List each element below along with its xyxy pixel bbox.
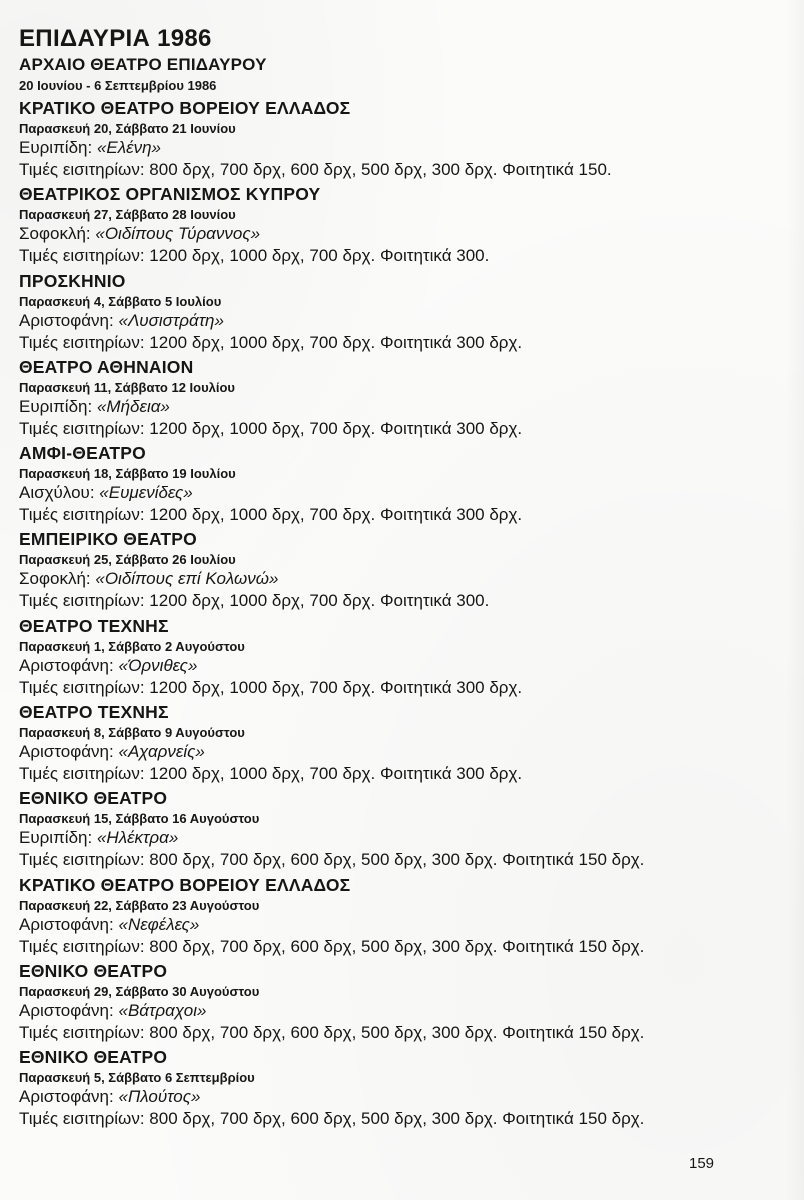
performance-dates: Παρασκευή 15, Σάββατο 16 Αυγούστου	[19, 811, 260, 827]
event-entry	[19, 959, 779, 1045]
playwright: Αριστοφάνη:	[19, 310, 114, 330]
event-entry	[19, 441, 779, 527]
play-title: «Όρνιθες»	[118, 655, 198, 675]
performance-dates: Παρασκευή 18, Σάββατο 19 Ιουλίου	[19, 466, 236, 482]
performance-dates: Παρασκευή 1, Σάββατο 2 Αυγούστου	[19, 638, 245, 654]
play-line	[19, 568, 779, 590]
event-entry	[19, 355, 779, 441]
play-title: «Βάτραχοι»	[118, 1000, 207, 1020]
play-line	[19, 310, 779, 332]
play-line	[19, 1086, 779, 1108]
playwright: Αριστοφάνη:	[19, 1000, 114, 1020]
theatre-company: ΕΜΠΕΙΡΙΚΟ ΘΕΑΤΡΟ	[19, 529, 197, 550]
theatre-company: ΑΜΦΙ-ΘΕΑΤΡΟ	[19, 443, 146, 464]
play-title: «Πλούτος»	[118, 1087, 201, 1107]
performance-dates: Παρασκευή 4, Σάββατο 5 Ιουλίου	[19, 293, 222, 309]
play-line	[19, 741, 779, 763]
document-title: ΕΠΙΔΑΥΡΙΑ 1986	[19, 25, 212, 52]
ticket-prices: Τιμές εισιτηρίων: 1200 δρχ, 1000 δρχ, 700 δρχ. Φοιτητικά 300 δρχ.	[19, 764, 523, 784]
play-line	[19, 223, 779, 245]
event-entry	[19, 614, 779, 700]
ticket-prices: Τιμές εισιτηρίων: 1200 δρχ, 1000 δρχ, 700 δρχ. Φοιτητικά 300.	[19, 246, 490, 266]
festival-date-range: 20 Ιουνίου - 6 Σεπτεμβρίου 1986	[19, 78, 217, 93]
ticket-prices: Τιμές εισιτηρίων: 800 δρχ, 700 δρχ, 600 δρχ, 500 δρχ, 300 δρχ. Φοιτητικά 150 δρχ.	[19, 1109, 645, 1129]
event-entry	[19, 786, 779, 872]
playwright: Ευριπίδη:	[19, 828, 93, 848]
play-title: «Ηλέκτρα»	[96, 828, 179, 848]
playwright: Αριστοφάνη:	[19, 1087, 114, 1107]
playwright: Αριστοφάνη:	[19, 655, 114, 675]
play-title: «Ελένη»	[96, 138, 161, 157]
theatre-company: ΕΘΝΙΚΟ ΘΕΑΤΡΟ	[19, 960, 168, 981]
performance-dates: Παρασκευή 22, Σάββατο 23 Αυγούστου	[19, 897, 260, 913]
play-line	[19, 137, 779, 159]
playwright: Σοφοκλή:	[19, 569, 91, 589]
theatre-company: ΘΕΑΤΡΟ ΤΕΧΝΗΣ	[19, 702, 169, 723]
performance-dates: Παρασκευή 11, Σάββατο 12 Ιουλίου	[19, 379, 235, 395]
performance-dates: Παρασκευή 20, Σάββατο 21 Ιουνίου	[19, 121, 236, 136]
play-line	[19, 655, 779, 677]
document-page	[19, 26, 779, 1132]
play-line	[19, 396, 779, 418]
theatre-company: ΘΕΑΤΡΟ ΑΘΗΝΑΙΟΝ	[19, 356, 194, 377]
playwright: Ευριπίδη:	[19, 396, 93, 416]
performance-dates: Παρασκευή 29, Σάββατο 30 Αυγούστου	[19, 983, 260, 999]
theatre-company: ΕΘΝΙΚΟ ΘΕΑΤΡΟ	[19, 788, 168, 809]
theatre-company: ΚΡΑΤΙΚΟ ΘΕΑΤΡΟ ΒΟΡΕΙΟΥ ΕΛΛΑΔΟΣ	[19, 874, 351, 895]
performance-dates: Παρασκευή 27, Σάββατο 28 Ιουνίου	[19, 207, 236, 223]
ticket-prices: Τιμές εισιτηρίων: 800 δρχ, 700 δρχ, 600 δρχ, 500 δρχ, 300 δρχ. Φοιτητικά 150 δρχ.	[19, 1022, 645, 1042]
playwright: Σοφοκλή:	[19, 224, 91, 244]
event-entry	[19, 182, 779, 268]
play-title: «Μήδεια»	[96, 396, 170, 416]
theatre-company: ΕΘΝΙΚΟ ΘΕΑΤΡΟ	[19, 1047, 168, 1068]
play-title: «Οιδίπους επί Κολωνώ»	[95, 569, 279, 589]
ticket-prices: Τιμές εισιτηρίων: 1200 δρχ, 1000 δρχ, 700 δρχ. Φοιτητικά 300 δρχ.	[19, 505, 523, 525]
ticket-prices: Τιμές εισιτηρίων: 1200 δρχ, 1000 δρχ, 700 δρχ. Φοιτητικά 300 δρχ.	[19, 332, 523, 352]
performance-dates: Παρασκευή 25, Σάββατο 26 Ιουλίου	[19, 552, 236, 568]
scan-shadow	[786, 0, 804, 1200]
play-title: «Λυσιστράτη»	[118, 310, 224, 330]
theatre-company: ΚΡΑΤΙΚΟ ΘΕΑΤΡΟ ΒΟΡΕΙΟΥ ΕΛΛΑΔΟΣ	[19, 98, 351, 118]
play-title: «Νεφέλες»	[118, 914, 200, 934]
event-entry	[19, 1045, 779, 1131]
play-title: «Οιδίπους Τύραννος»	[95, 224, 261, 244]
ticket-prices: Τιμές εισιτηρίων: 800 δρχ, 700 δρχ, 600 δρχ, 500 δρχ, 300 δρχ. Φοιτητικά 150.	[19, 160, 612, 179]
event-entry	[19, 96, 779, 182]
playwright: Ευριπίδη:	[19, 138, 93, 157]
page-number: 159	[689, 1155, 715, 1172]
ticket-prices: Τιμές εισιτηρίων: 1200 δρχ, 1000 δρχ, 700 δρχ. Φοιτητικά 300 δρχ.	[19, 418, 523, 438]
playwright: Αισχύλου:	[19, 483, 95, 503]
event-entry	[19, 527, 779, 613]
play-line	[19, 827, 779, 849]
ticket-prices: Τιμές εισιτηρίων: 1200 δρχ, 1000 δρχ, 700 δρχ. Φοιτητικά 300.	[19, 591, 490, 611]
event-entry	[19, 269, 779, 355]
theatre-company: ΠΡΟΣΚΗΝΙΟ	[19, 270, 126, 291]
event-list	[19, 96, 779, 1132]
play-title: «Αχαρνείς»	[118, 742, 205, 762]
theatre-company: ΘΕΑΤΡΟ ΤΕΧΝΗΣ	[19, 615, 169, 636]
theatre-company: ΘΕΑΤΡΙΚΟΣ ΟΡΓΑΝΙΣΜΟΣ ΚΥΠΡΟΥ	[19, 184, 321, 205]
play-line	[19, 1000, 779, 1022]
performance-dates: Παρασκευή 5, Σάββατο 6 Σεπτεμβρίου	[19, 1070, 255, 1086]
ticket-prices: Τιμές εισιτηρίων: 800 δρχ, 700 δρχ, 600 δρχ, 500 δρχ, 300 δρχ. Φοιτητικά 150 δρχ.	[19, 850, 645, 870]
play-title: «Ευμενίδες»	[99, 483, 193, 503]
venue-subtitle: ΑΡΧΑΙΟ ΘΕΑΤΡΟ ΕΠΙΔΑΥΡΟΥ	[19, 55, 267, 74]
ticket-prices: Τιμές εισιτηρίων: 1200 δρχ, 1000 δρχ, 700 δρχ. Φοιτητικά 300 δρχ.	[19, 677, 523, 697]
play-line	[19, 482, 779, 504]
ticket-prices: Τιμές εισιτηρίων: 800 δρχ, 700 δρχ, 600 δρχ, 500 δρχ, 300 δρχ. Φοιτητικά 150 δρχ.	[19, 936, 645, 956]
performance-dates: Παρασκευή 8, Σάββατο 9 Αυγούστου	[19, 725, 245, 741]
event-entry	[19, 873, 779, 959]
event-entry	[19, 700, 779, 786]
playwright: Αριστοφάνη:	[19, 914, 114, 934]
play-line	[19, 914, 779, 936]
playwright: Αριστοφάνη:	[19, 742, 114, 762]
